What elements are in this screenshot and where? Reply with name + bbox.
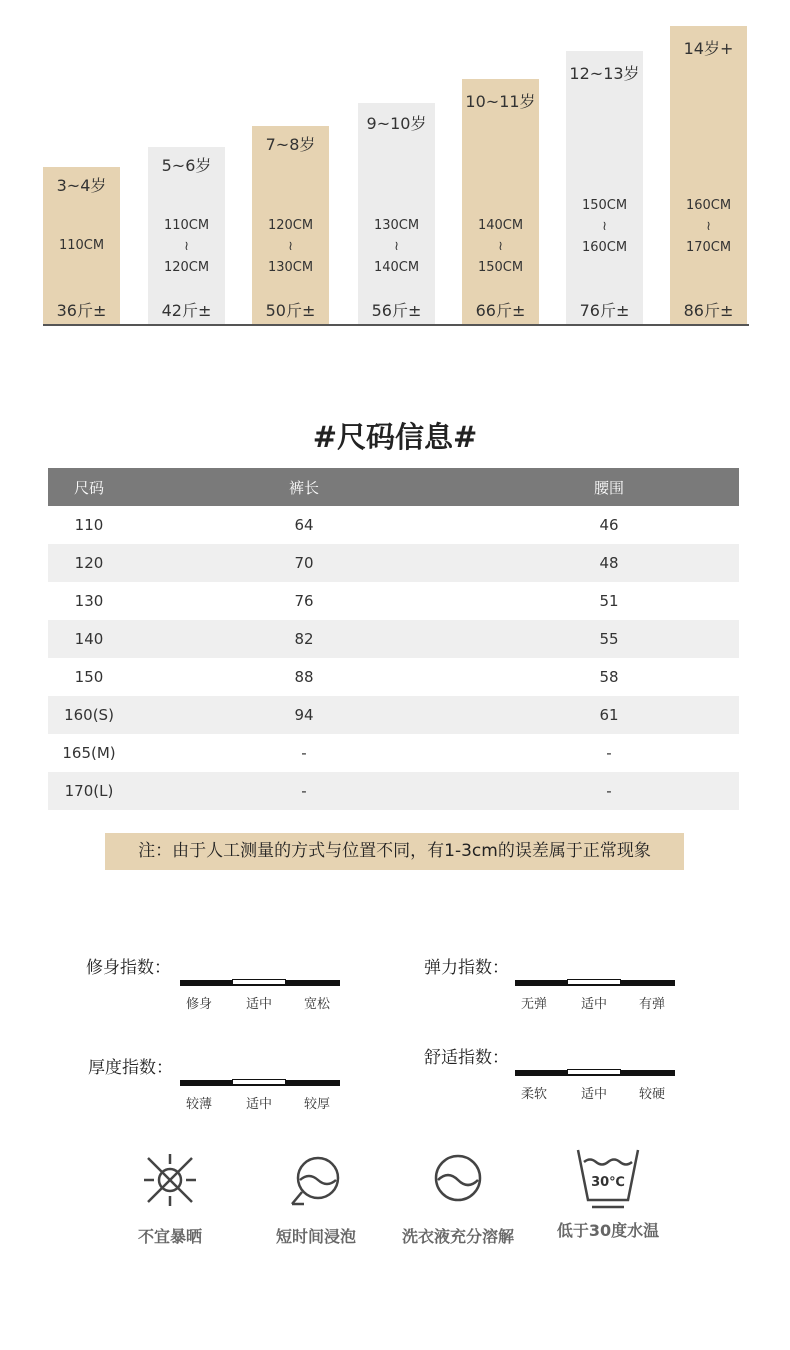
- range-sep-icon: ≀: [288, 239, 293, 254]
- waist-cell: 46: [599, 516, 619, 534]
- height-label: 110CM: [163, 218, 210, 233]
- age-label: 9~10岁: [366, 114, 427, 133]
- weight-label: 56斤±: [371, 301, 422, 320]
- range-sep-icon: ≀: [184, 239, 189, 254]
- scale-marker: [567, 979, 621, 985]
- level-label: 有弹: [639, 997, 666, 1012]
- size-cell: 110: [74, 516, 104, 534]
- level-label: 修身: [186, 997, 213, 1012]
- height-label: 160CM: [685, 198, 732, 213]
- height-label: 130CM: [267, 260, 314, 275]
- scale-marker: [232, 1079, 286, 1085]
- table-header-row: [48, 468, 739, 506]
- comfort-index-label: 舒适指数：: [424, 1048, 509, 1068]
- waist-cell: 61: [479, 696, 739, 734]
- level-label: 较硬: [639, 1087, 666, 1102]
- table-row: [48, 772, 739, 810]
- height-label: 150CM: [477, 260, 524, 275]
- table-row: [48, 620, 739, 658]
- waist-cell: -: [479, 772, 739, 810]
- level-label: 较厚: [304, 1097, 331, 1112]
- height-label: 160CM: [581, 240, 628, 255]
- scale-marker: [232, 979, 286, 985]
- header-size: 尺码: [48, 468, 130, 506]
- waist-cell: 55: [479, 620, 739, 658]
- elasticity-index-label: 弹力指数：: [424, 958, 509, 978]
- weight-label: 42斤±: [161, 301, 212, 320]
- age-label: 12~13岁: [569, 64, 640, 83]
- thickness-index-label: 厚度指数：: [88, 1058, 173, 1078]
- length-cell: 82: [130, 620, 479, 658]
- size-cell: 160(S): [48, 696, 130, 734]
- table-row: [48, 734, 739, 772]
- comfort-index-scale: [515, 1070, 675, 1076]
- header-waist: 腰围: [479, 468, 739, 506]
- age-label: 10~11岁: [465, 92, 536, 111]
- height-label: 120CM: [267, 218, 314, 233]
- range-sep-icon: ≀: [602, 219, 607, 234]
- height-label: 170CM: [685, 240, 732, 255]
- length-cell: -: [301, 744, 307, 762]
- level-label: 无弹: [521, 997, 548, 1012]
- waist-cell: -: [606, 744, 612, 762]
- level-label: 适中: [246, 1097, 273, 1112]
- waist-cell: 58: [599, 668, 619, 686]
- chart-baseline: [43, 324, 749, 326]
- full-dissolve-icon: [428, 1150, 488, 1210]
- length-cell: 88: [294, 668, 314, 686]
- table-row: [48, 544, 739, 582]
- range-sep-icon: ≀: [394, 239, 399, 254]
- care-item-short-soak: [256, 1150, 376, 1247]
- fit-index-scale: [180, 980, 340, 986]
- height-label: 140CM: [477, 218, 524, 233]
- level-label: 适中: [581, 1087, 608, 1102]
- care-label: 不宜暴晒: [137, 1227, 202, 1246]
- elasticity-index-scale: [515, 980, 675, 986]
- range-sep-icon: ≀: [498, 239, 503, 254]
- wash-30-icon: [572, 1142, 644, 1210]
- level-label: 适中: [246, 997, 273, 1012]
- wash-temp-text: 30℃: [591, 1175, 625, 1190]
- length-cell: -: [130, 772, 479, 810]
- age-label: 5~6岁: [161, 156, 212, 175]
- size-cell: 150: [74, 668, 104, 686]
- weight-label: 36斤±: [56, 301, 107, 320]
- size-cell: 165(M): [62, 744, 116, 762]
- level-label: 柔软: [521, 1087, 548, 1102]
- size-cell: 170(L): [48, 772, 130, 810]
- height-label: 140CM: [373, 260, 420, 275]
- age-group-bar: [358, 103, 435, 325]
- thickness-index-scale: [180, 1080, 340, 1086]
- table-row: [48, 582, 739, 620]
- length-cell: 64: [294, 516, 314, 534]
- care-item-wash-30: [548, 1142, 668, 1241]
- size-cell: 130: [74, 592, 104, 610]
- fit-index-label: 修身指数：: [86, 958, 171, 978]
- age-group-bar: [670, 26, 747, 325]
- waist-cell: 51: [599, 592, 619, 610]
- weight-label: 76斤±: [579, 301, 630, 320]
- age-label: 7~8岁: [265, 135, 316, 154]
- waist-cell: 48: [479, 544, 739, 582]
- weight-label: 50斤±: [265, 301, 316, 320]
- age-group-bar: [148, 147, 225, 325]
- care-label: 洗衣液充分溶解: [401, 1227, 514, 1246]
- age-group-bar: [252, 126, 329, 325]
- age-label: 3~4岁: [56, 176, 107, 195]
- age-group-bar: [43, 167, 120, 325]
- level-label: 较薄: [186, 1097, 213, 1112]
- care-item-no-sun: [110, 1150, 230, 1247]
- height-label: 110CM: [58, 238, 105, 253]
- no-sun-dry-icon: [140, 1150, 200, 1210]
- short-soak-icon: [286, 1150, 346, 1210]
- length-cell: 70: [130, 544, 479, 582]
- care-item-dissolve: [398, 1150, 518, 1247]
- range-sep-icon: ≀: [706, 219, 711, 234]
- age-label: 14岁+: [683, 39, 734, 58]
- height-label: 150CM: [581, 198, 628, 213]
- size-cell: 120: [48, 544, 130, 582]
- care-label: 短时间浸泡: [275, 1227, 356, 1246]
- age-group-bar: [462, 79, 539, 325]
- length-cell: 94: [130, 696, 479, 734]
- scale-marker: [567, 1069, 621, 1075]
- height-label: 130CM: [373, 218, 420, 233]
- weight-label: 66斤±: [475, 301, 526, 320]
- age-group-bar: [566, 51, 643, 325]
- length-cell: 76: [294, 592, 314, 610]
- height-label: 120CM: [163, 260, 210, 275]
- size-cell: 140: [48, 620, 130, 658]
- level-label: 宽松: [304, 997, 331, 1012]
- care-label: 低于30度水温: [556, 1221, 660, 1240]
- table-row: [48, 506, 739, 544]
- age-height-weight-chart: [43, 20, 749, 325]
- table-row: [48, 696, 739, 734]
- weight-label: 86斤±: [683, 301, 734, 320]
- size-table: [48, 468, 739, 810]
- level-label: 适中: [581, 997, 608, 1012]
- table-row: [48, 658, 739, 696]
- measurement-note: 注：由于人工测量的方式与位置不同，有1-3cm的误差属于正常现象: [105, 833, 684, 870]
- header-length: 裤长: [130, 468, 479, 506]
- size-info-title: #尺码信息#: [312, 420, 478, 454]
